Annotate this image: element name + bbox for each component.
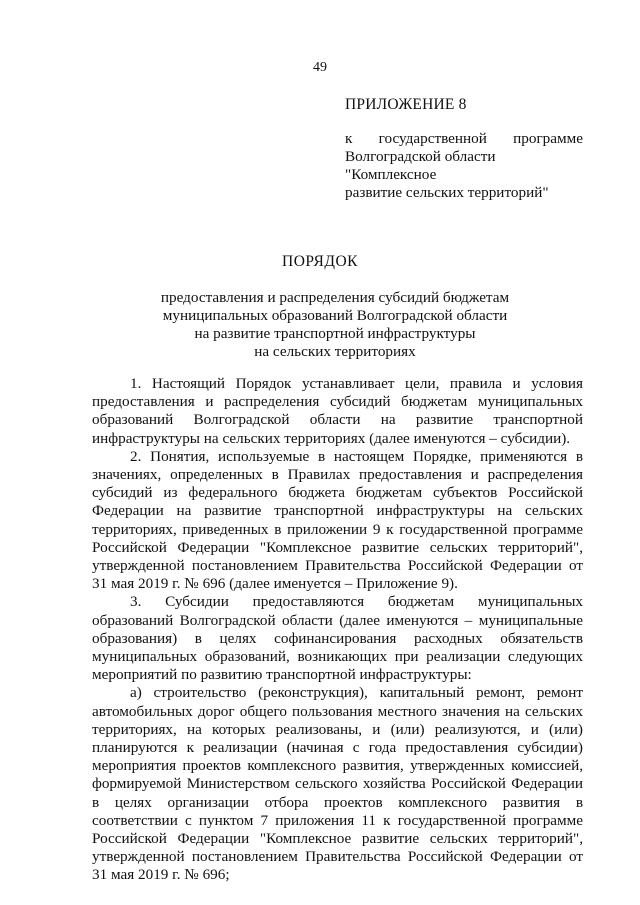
appendix-ref-word: к <box>345 130 353 147</box>
appendix-ref-word: государственной <box>378 130 487 147</box>
subtitle-line: предоставления и распределения субсидий бюджетам <box>160 289 510 306</box>
appendix-reference-line-1 <box>345 130 583 148</box>
document-title: ПОРЯДОК <box>282 253 358 270</box>
document-body <box>92 375 583 885</box>
appendix-title: ПРИЛОЖЕНИЕ 8 <box>345 96 467 113</box>
paragraph-2: 2. Понятия, используемые в настоящем Порядке, применяются в значениях, определенных в Правилах предоставления и распределения субсидий из федерального бюджета бюджетам субъектов Российской Федерации на развитие транспортной инфраструктуры на сельских территориях, приведенных в приложении 9 к государственной программе Российской Федерации "Комплексное развитие сельских территорий", утвержденной постановлением Правительства Российской Федерации от 31 мая 2019 г. № 696 (далее именуется – Приложение 9). <box>92 447 583 593</box>
appendix-reference-line-3: развитие сельских территорий" <box>345 184 549 201</box>
appendix-reference-line-2: Волгоградской области "Комплексное <box>345 148 496 183</box>
subtitle-line: муниципальных образований Волгоградской области <box>162 307 508 324</box>
appendix-ref-word: программе <box>513 130 583 147</box>
subtitle-line: на развитие транспортной инфраструктуры <box>194 325 476 342</box>
paragraph-3a: а) строительство (реконструкция), капитальный ремонт, ремонт автомобильных дорог общего пользования местного значения на сельских территориях, на которых реализованы, и (или) реализуются, и (или) планируются к реализации (начиная с года предоставления субсидии) мероприятия проектов комплексного развития, утвержденных комиссией, формируемой Министерством сельского хозяйства Российской Федерации в целях организации отбора проектов комплексного развития в соответствии с пунктом 7 приложения 11 к государственной программе Российской Федерации "Комплексное развитие сельских территорий", утвержденной постановлением Правительства Российской Федерации от 31 мая 2019 г. № 696; <box>92 684 583 884</box>
subtitle-line: на сельских территориях <box>254 343 416 360</box>
page-number: 49 <box>313 60 327 75</box>
appendix-reference <box>345 130 583 202</box>
document-subtitle <box>100 289 570 361</box>
paragraph-3: 3. Субсидии предоставляются бюджетам муниципальных образований Волгоградской области (далее именуются – муниципальные образования) в целях софинансирования расходных обязательств муниципальных образований, возникающих при реализации следующих мероприятий по развитию транспортной инфраструктуры: <box>92 593 583 684</box>
paragraph-1: 1. Настоящий Порядок устанавливает цели, правила и условия предоставления и распределения субсидий бюджетам муниципальных образований Волгоградской области на развитие транспортной инфраструктуры на сельских территориях (далее именуются – субсидии). <box>92 375 583 447</box>
